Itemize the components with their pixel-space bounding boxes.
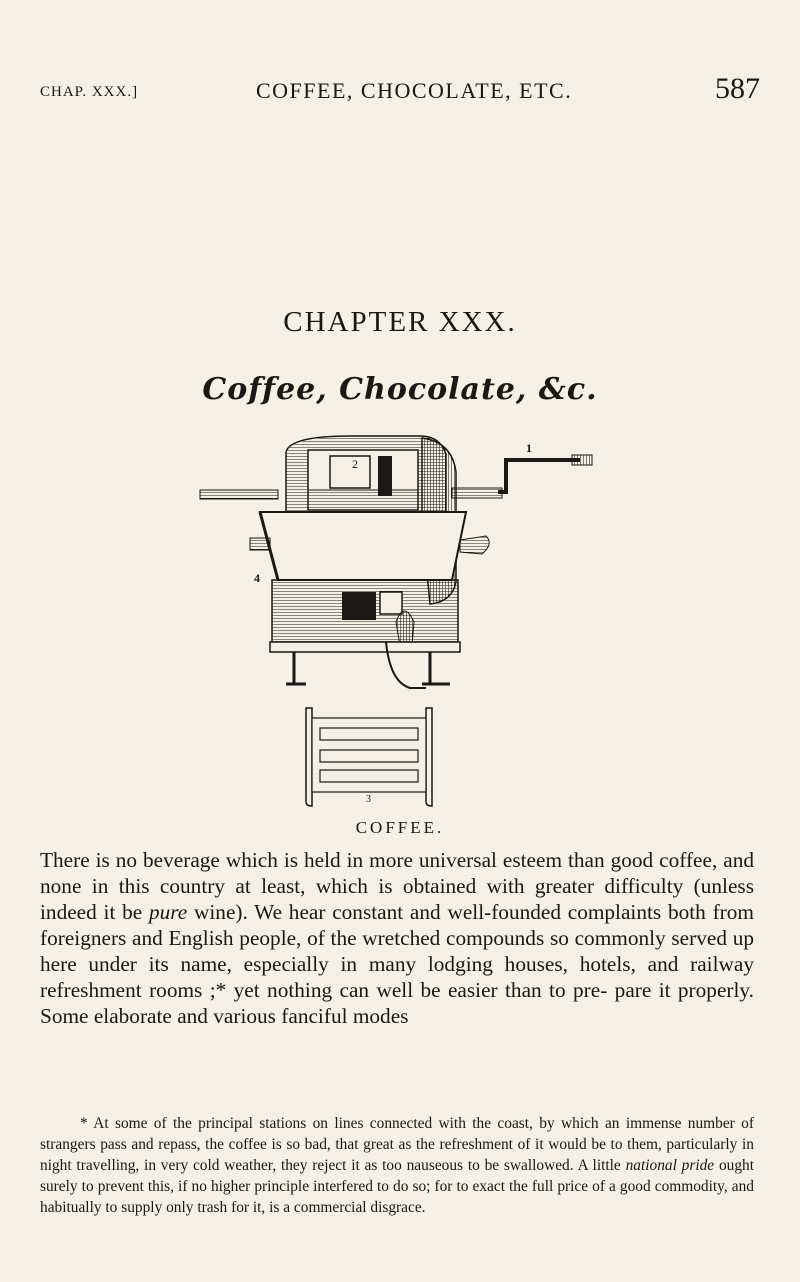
footnote-text-1: * At some of the principal stations on lines connected with the coast, by which an immense number of strangers pass and repass, the coffee is so bad, that great as the refreshment of it would be to them, particularly in night travelling, in very cold weather, they reject it as too nauseous to be swallowed. A little — [40, 1115, 754, 1174]
paragraph-text-2: wine). We hear constant and well-founded complaints both from foreigners and English people, of the wretched compounds so commonly served up here under its name, especially in many lodging houses, hotels, and railway refreshment rooms ;* yet nothing can well be easier than to pre- pare it properly. Some elaborate and various fanciful modes — [40, 900, 754, 1028]
coffee-roaster-illustration — [190, 432, 600, 704]
footnote-emphasis: national pride — [625, 1157, 715, 1174]
footnote — [40, 1113, 754, 1218]
running-header — [40, 72, 760, 112]
figure-label-1: 1 — [526, 441, 532, 455]
running-title: COFFEE, CHOCOLATE, ETC. — [256, 78, 573, 103]
page-number: 587 — [715, 72, 760, 105]
figure-label-4: 4 — [254, 571, 260, 585]
figure-caption: COFFEE. — [355, 818, 445, 837]
paragraph-emphasis: pure — [148, 900, 188, 924]
chapter-subtitle: Coffee, Chocolate, &c. — [202, 372, 598, 407]
footnote-text-2: ought surely to prevent this, if no higher principle interfered to do so; for to exact the full price of a good commodity, and habitually to supply only trash for it, is a commercial disgrace. — [40, 1157, 755, 1216]
paragraph-text-1: There is no beverage which is held in more universal esteem than good coffee, and none in this country at least, which is obtained with greater difficulty (unless indeed it be — [40, 848, 754, 924]
chapter-title: CHAPTER XXX. — [283, 306, 517, 338]
figure-label-3: 3 — [366, 794, 371, 805]
figure-label-2: 2 — [352, 457, 358, 471]
roaster-plan-diagram — [300, 706, 450, 810]
main-paragraph — [40, 847, 754, 1029]
chapter-reference: CHAP. XXX.] — [40, 84, 139, 100]
